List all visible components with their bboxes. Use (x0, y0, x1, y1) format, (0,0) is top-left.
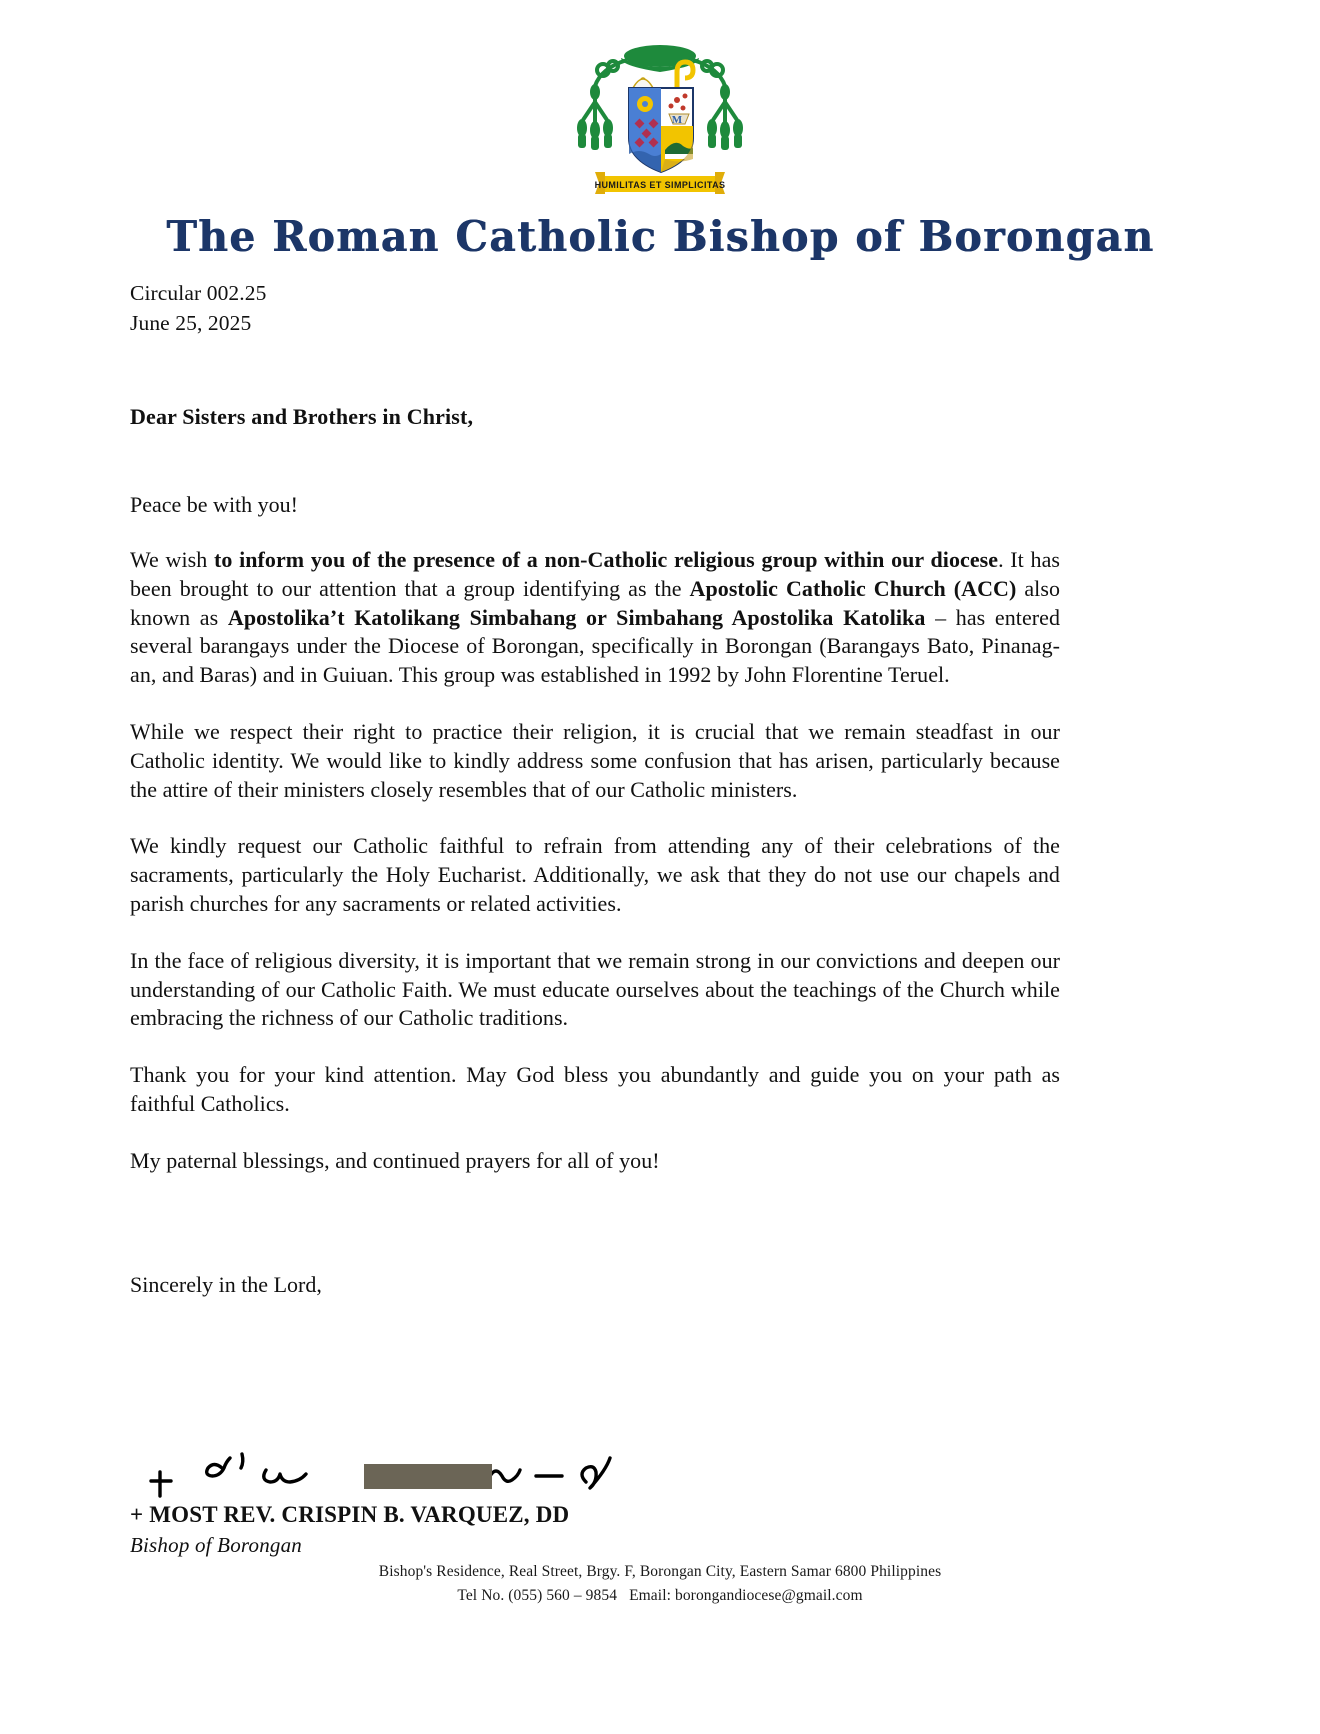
paragraph-4 (130, 947, 1060, 1033)
closing-line: Sincerely in the Lord, (130, 1271, 322, 1297)
footer-email: Email: borongandiocese@gmail.com (629, 1587, 863, 1604)
paragraph-3 (130, 832, 1060, 918)
letter-body (130, 278, 1060, 1298)
crest-motto-text: HUMILITAS ET SIMPLICITAS (594, 180, 726, 190)
coat-of-arms (0, 42, 1320, 212)
emphasis-run: Apostolika’t Katolikang Simbahang or Simbahang Apostolika Katolika (227, 604, 926, 630)
masthead-text: The Roman Catholic Bishop of Borongan (165, 212, 1155, 261)
salutation: Dear Sisters and Brothers in Christ, (130, 404, 474, 429)
text-run: also known as (130, 575, 1060, 630)
signatory-title: Bishop of Borongan (130, 1533, 302, 1557)
text-run: We kindly request our Catholic faithful to refrain from attending any of their celebrations of the sacraments, particularly the Holy Eucharist. Additionally, we ask that they do not use our chapels and parish churches for any sacraments or related activities. (130, 833, 1060, 916)
letter-date: June 25, 2025 (130, 311, 252, 335)
text-run: – has entered several barangays under the Diocese of Borongan, specifically in Borongan (Barangays Bato, Pinanag-an, and Baras) and in Guiuan. This group was established in 1992 by John Florentine Teruel. (130, 604, 1060, 688)
footer-address: Bishop's Residence, Real Street, Brgy. F, Borongan City, Eastern Samar 6800 Philippines (378, 1563, 942, 1580)
page-footer (0, 1560, 1320, 1608)
text-run: While we respect their right to practice their religion, it is crucial that we remain steadfast in our Catholic identity. We would like to kindly address some confusion that has arisen, particularly because the attire of their ministers closely resembles that of our Catholic ministers. (130, 718, 1060, 802)
masthead-title (0, 212, 1320, 261)
emphasis-run: to inform you of the presence of a non-Catholic religious group within our diocese (214, 547, 999, 572)
signatory-name: + MOST REV. CRISPIN B. VARQUEZ, DD (130, 1502, 570, 1527)
signature-block (130, 1448, 930, 1558)
crest-graphic (565, 42, 755, 212)
text-run: We wish (130, 547, 214, 572)
svg-text:M: M (671, 114, 683, 126)
greeting: Peace be with you! (130, 492, 298, 517)
paragraph-1 (130, 546, 1060, 690)
footer-telephone: Tel No. (055) 560 – 9854 (457, 1587, 618, 1604)
handwritten-signature (138, 1448, 698, 1506)
paragraph-6 (130, 1147, 1060, 1176)
text-run: Thank you for your kind attention. May God bless you abundantly and guide you on your path as faithful Catholics. (130, 1062, 1060, 1116)
footer-contact (0, 1584, 1320, 1608)
text-run: . It has been brought to our attention that a group identifying as the (130, 547, 1060, 601)
circular-number: Circular 002.25 (130, 281, 267, 305)
paragraph-5 (130, 1061, 1060, 1119)
paragraph-2 (130, 718, 1060, 804)
text-run: My paternal blessings, and continued prayers for all of you! (130, 1147, 660, 1173)
text-run: In the face of religious diversity, it is important that we remain strong in our convictions and deepen our understanding of our Catholic Faith. We must educate ourselves about the teachings of the Church while embracing the richness of our Catholic traditions. (130, 947, 1060, 1031)
emphasis-run: Apostolic Catholic Church (ACC) (689, 575, 1017, 601)
signature-redaction-bar (364, 1464, 492, 1489)
